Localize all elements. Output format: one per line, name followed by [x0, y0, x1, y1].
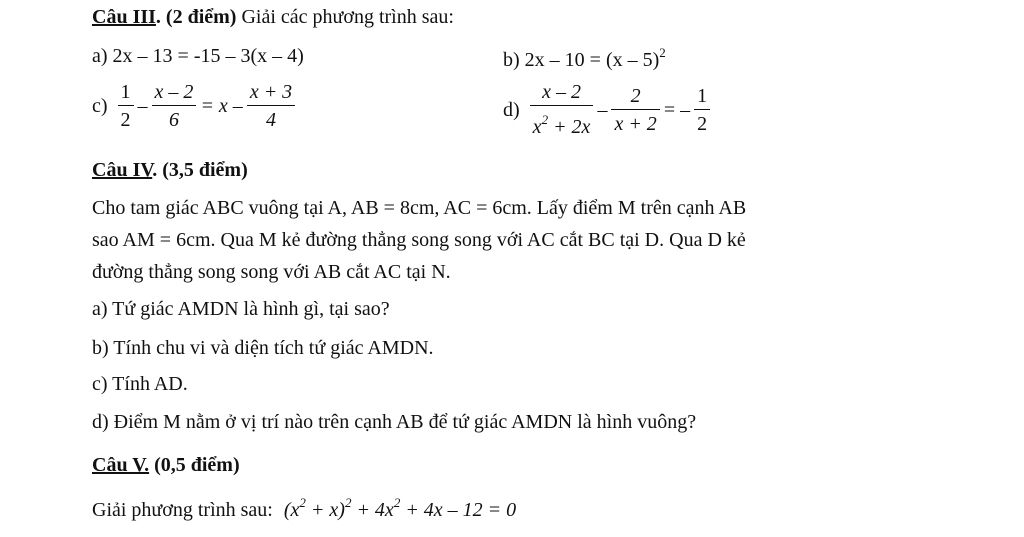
equation-part: + 4x – 12 = 0	[400, 499, 517, 521]
fraction-numerator: x – 2	[530, 80, 594, 106]
question-c: c) Tính AD.	[92, 373, 188, 395]
equation-exponent: 2	[299, 495, 306, 510]
section-3-heading	[92, 6, 236, 28]
section-5-equation	[283, 495, 517, 521]
section-5-heading	[92, 454, 240, 477]
section-5-equation-line	[92, 495, 516, 522]
equation-exponent: 2	[344, 495, 352, 510]
section-4-paragraph-line-1: Cho tam giác ABC vuông tại A, AB = 8cm, AC = 6cm. Lấy điểm M trên cạnh AB	[92, 197, 747, 219]
question-b: b) Tính chu vi và diện tích tứ giác AMDN.	[92, 337, 434, 359]
equation-b	[503, 45, 666, 72]
equation-d-operator-2: = –	[663, 98, 691, 121]
equation-d-fraction-2	[611, 84, 659, 137]
equation-a	[92, 45, 304, 68]
section-4-paragraph-line-3: đường thẳng song song với AB cắt AC tại N.	[92, 261, 451, 283]
fraction-denominator	[530, 106, 594, 140]
fraction-denominator: 6	[168, 109, 179, 131]
section-3-instruction: Giải các phương trình sau:	[236, 6, 454, 28]
equation-c-fraction-2	[152, 80, 197, 133]
section-4-title: Câu IV	[92, 159, 153, 181]
fraction-numerator: 1	[694, 84, 710, 110]
fraction-denominator: x + 2	[614, 112, 657, 135]
equation-c	[92, 80, 297, 133]
equation-d	[503, 80, 712, 140]
question-a: a) Tứ giác AMDN là hình gì, tại sao?	[92, 298, 390, 320]
section-5-title: Câu V.	[92, 454, 150, 476]
section-4-paragraph-line-2: sao AM = 6cm. Qua M kẻ đường thẳng song song với AC cắt BC tại D. Qua D kẻ	[92, 229, 746, 251]
fraction-denominator: 2	[697, 112, 708, 135]
equation-exponent: 2	[393, 495, 401, 510]
section-4-heading	[92, 159, 248, 182]
fraction-numerator: x – 2	[152, 80, 197, 106]
equation-c-fraction-3	[247, 80, 295, 133]
equation-b-label: b)	[503, 49, 520, 71]
fraction-numerator: x + 3	[247, 80, 295, 106]
equation-c-fraction-1	[118, 80, 134, 133]
fraction-denominator: 2	[120, 109, 131, 131]
equation-d-fraction-3	[694, 84, 710, 137]
denominator-exponent: 2	[541, 112, 549, 127]
equation-c-label: c)	[92, 95, 108, 117]
equation-d-operator-1: –	[597, 98, 608, 121]
equation-part: + x)	[305, 499, 345, 521]
fraction-denominator: 4	[266, 109, 276, 131]
section-4-points: . (3,5 điểm)	[152, 159, 248, 181]
equation-c-operator-1: –	[137, 95, 148, 117]
equation-d-fraction-1	[530, 80, 594, 140]
equation-b-text: 2x – 10 = (x – 5)	[524, 49, 660, 71]
equation-d-label: d)	[503, 98, 520, 121]
equation-a-label: a)	[92, 45, 108, 67]
fraction-numerator: 1	[118, 80, 134, 106]
equation-part: (x	[283, 499, 300, 521]
equation-c-operator-2: = x –	[200, 95, 243, 117]
section-5-instruction: Giải phương trình sau:	[92, 499, 273, 521]
section-3-points: . (2 điểm)	[155, 6, 237, 28]
equation-part: + 4x	[351, 499, 394, 521]
section-3-title: Câu III	[92, 6, 156, 28]
fraction-numerator: 2	[611, 84, 659, 110]
denominator-base: x	[532, 116, 542, 138]
question-d: d) Điểm M nằm ở vị trí nào trên cạnh AB để tứ giác AMDN là hình vuông?	[92, 411, 697, 433]
equation-b-exponent: 2	[659, 45, 666, 60]
section-3-heading-line	[92, 6, 454, 29]
denominator-rest: + 2x	[548, 116, 591, 138]
equation-a-text: 2x – 13 = -15 – 3(x – 4)	[112, 45, 304, 67]
section-5-points: (0,5 điểm)	[149, 454, 240, 476]
